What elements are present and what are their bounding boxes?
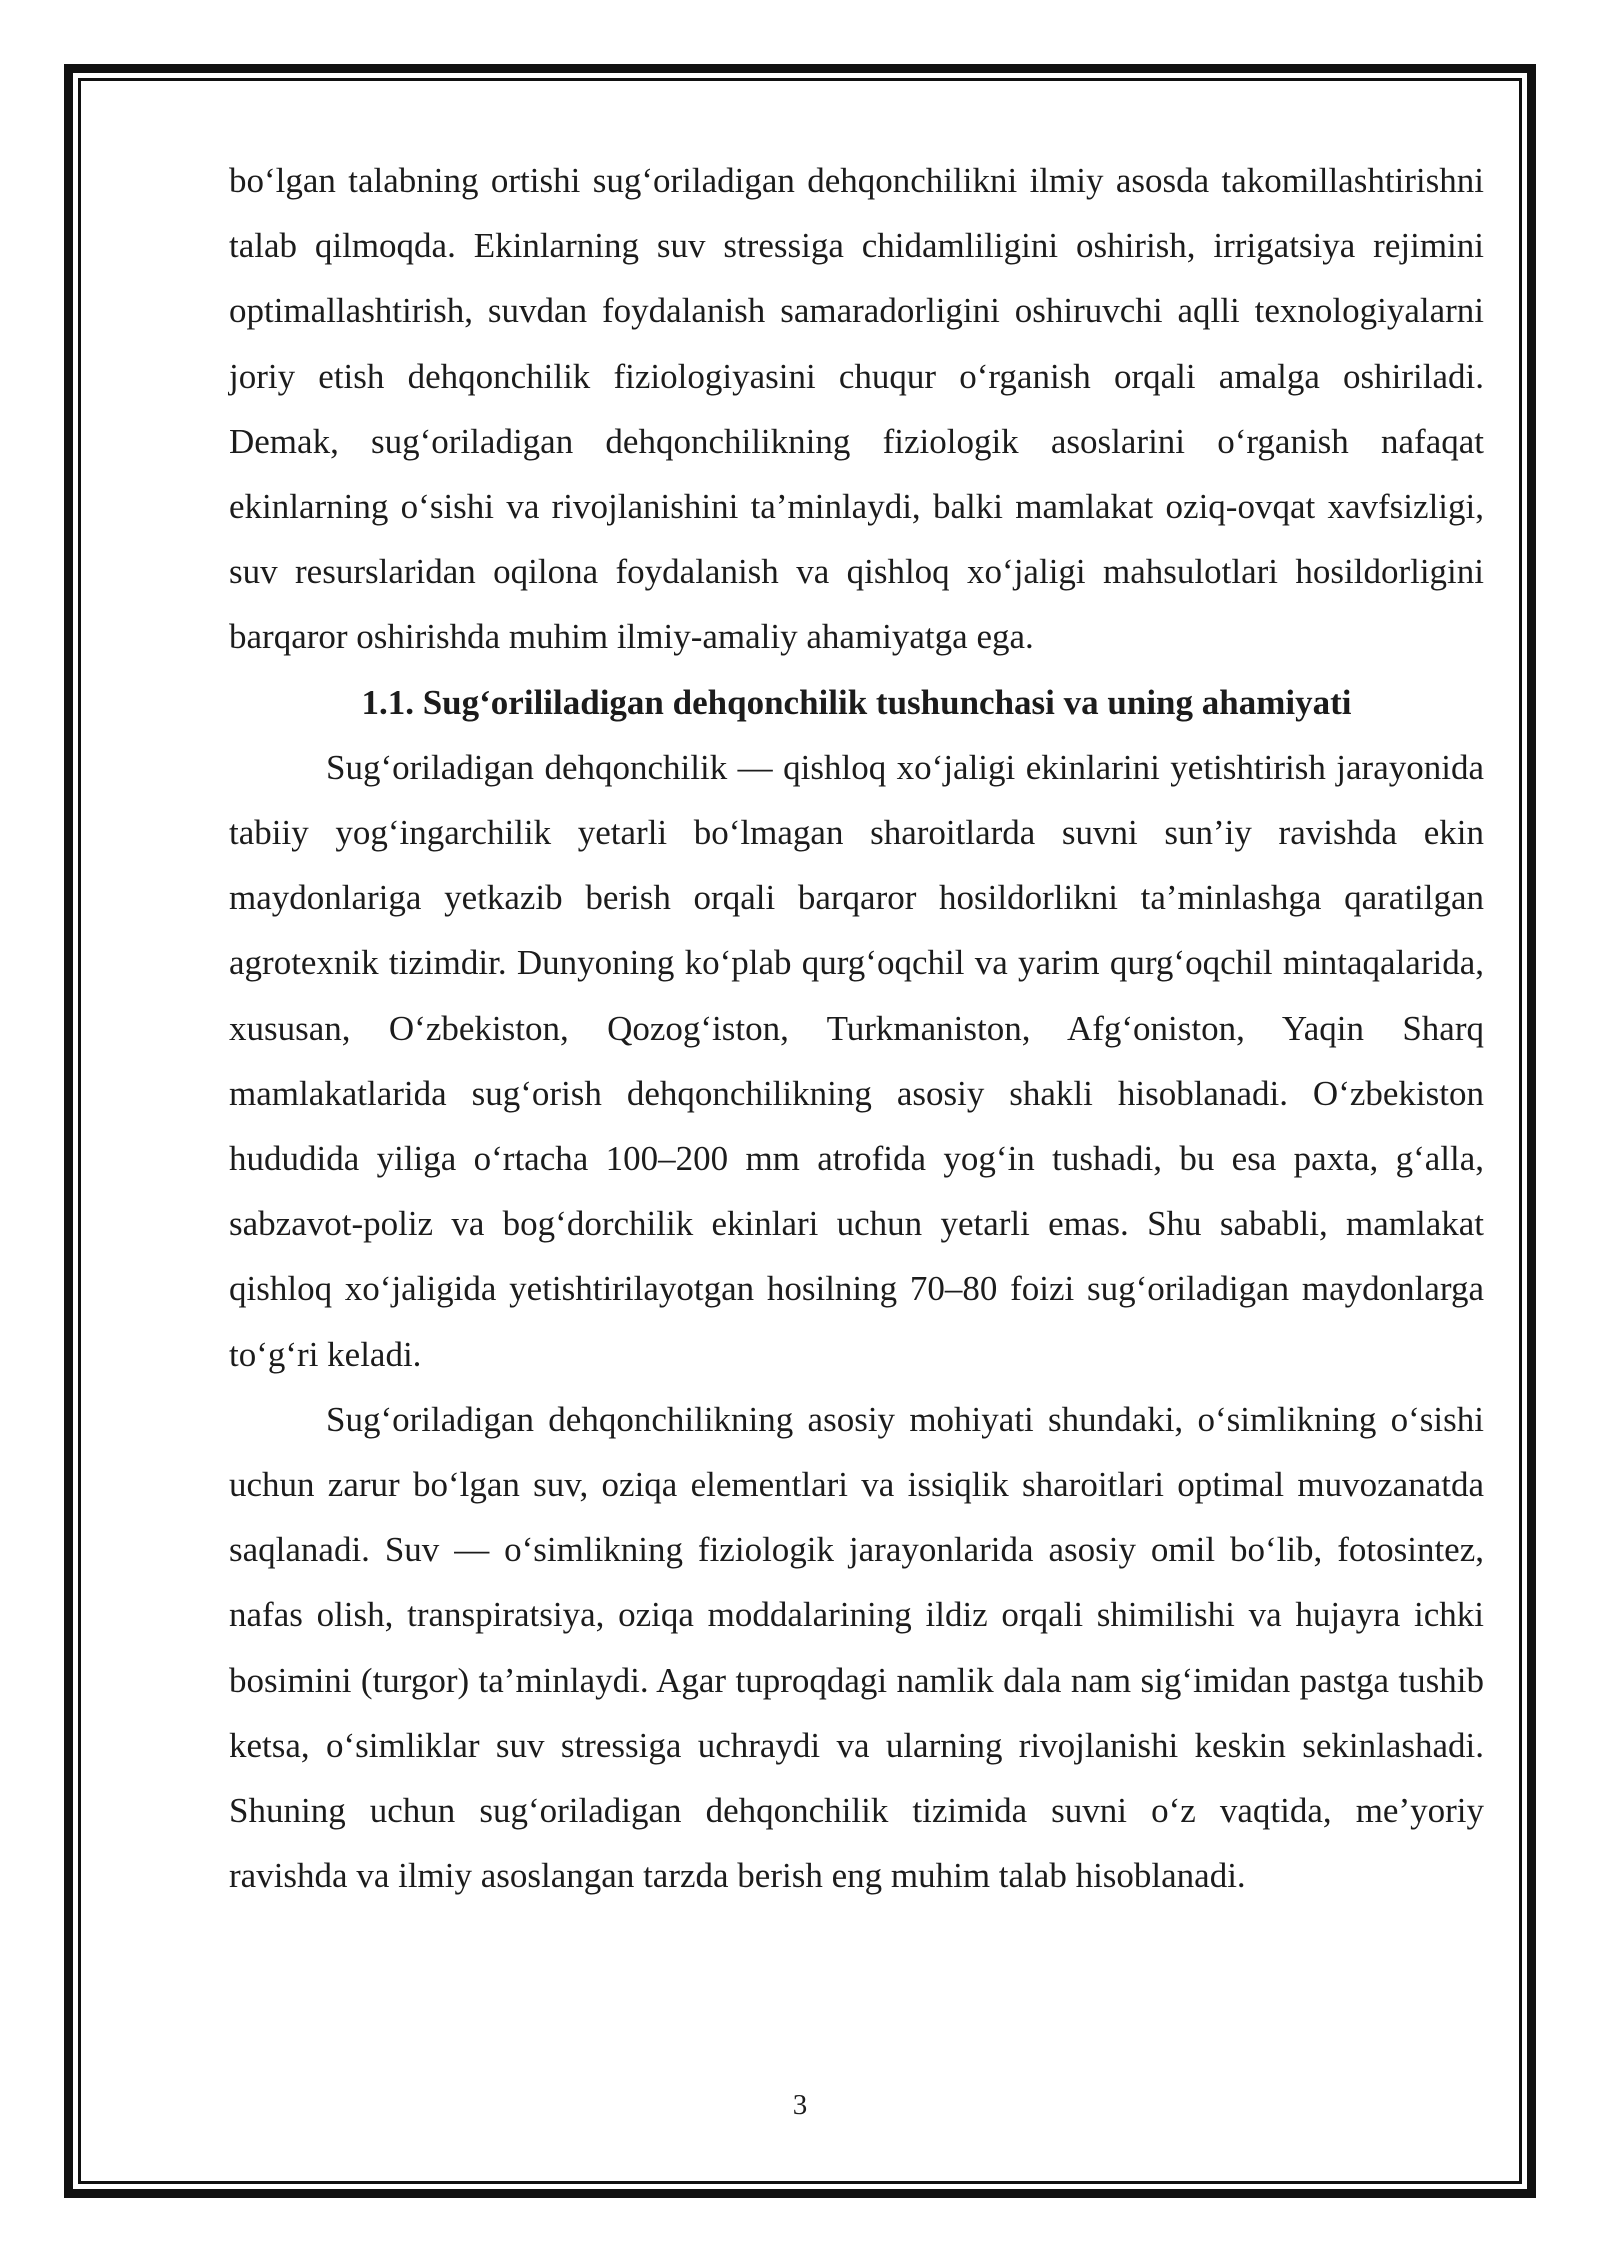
paragraph-continued: bo‘lgan talabning ortishi sug‘oriladigan dehqonchilikni ilmiy asosda takomillashtirishni talab qilmoqda. Ekinlarning suv stressiga chidamliligini oshirish, irrigatsiya rejimini optimallashtirish, suvdan foydalanish samaradorligini oshiruvchi aqlli texnologiyalarni joriy etish dehqonchilik fiziologiyasini chuqur o‘rganish orqali amalga oshiriladi. Demak, sug‘oriladigan dehqonchilikning fiziologik asoslarini o‘rganish nafaqat ekinlarning o‘sishi va rivojlanishini ta’minlaydi, balki mamlakat oziq-ovqat xavfsizligi, suv resurslaridan oqilona foydalanish va qishloq xo‘jaligi mahsulotlari hosildorligini barqaror oshirishda muhim ilmiy-amaliy ahamiyatga ega. [229,161,1484,657]
paragraph-definition: Sug‘oriladigan dehqonchilik — qishloq xo‘jaligi ekinlarini yetishtirish jarayonida tabiiy yog‘ingarchilik yetarli bo‘lmagan sharoitlarda suvni sun’iy ravishda ekin maydonlariga yetkazib berish orqali barqaror hosildorlikni ta’minlashga qaratilgan agrotexnik tizimdir. Dunyoning ko‘plab qurg‘oqchil va yarim qurg‘oqchil mintaqalarida, xususan, O‘zbekiston, Qozog‘iston, Turkmaniston, Afg‘oniston, Yaqin Sharq mamlakatlarida sug‘orish dehqonchilikning asosiy shakli hisoblanadi. O‘zbekiston hududida yiliga o‘rtacha 100–200 mm atrofida yog‘in tushadi, bu esa paxta, g‘alla, sabzavot-poliz va bog‘dorchilik ekinlari uchun yetarli emas. Shu sababli, mamlakat qishloq xo‘jaligida yetishtirilayotgan hosilning 70–80 foizi sug‘oriladigan maydonlarga to‘g‘ri keladi. [229,747,1484,1374]
document-body [229,148,1484,1908]
section-heading: 1.1. Sug‘orililadigan dehqonchilik tushunchasi va uning ahamiyati [361,682,1352,722]
paragraph-essence: Sug‘oriladigan dehqonchilikning asosiy mohiyati shundaki, o‘simlikning o‘sishi uchun zarur bo‘lgan suv, oziqa elementlari va issiqlik sharoitlari optimal muvozanatda saqlanadi. Suv — o‘simlikning fiziologik jarayonlarida asosiy omil bo‘lib, fotosintez, nafas olish, transpiratsiya, oziqa moddalarining ildiz orqali shimilishi va hujayra ichki bosimini (turgor) ta’minlaydi. Agar tuproqdagi namlik dala nam sig‘imidan pastga tushib ketsa, o‘simliklar suv stressiga uchraydi va ularning rivojlanishi keskin sekinlashadi. Shuning uchun sug‘oriladigan dehqonchilik tizimida suvni o‘z vaqtida, me’yoriy ravishda va ilmiy asoslangan tarzda berish eng muhim talab hisoblanadi. [229,1399,1484,1896]
page-number: 3 [792,2089,808,2121]
